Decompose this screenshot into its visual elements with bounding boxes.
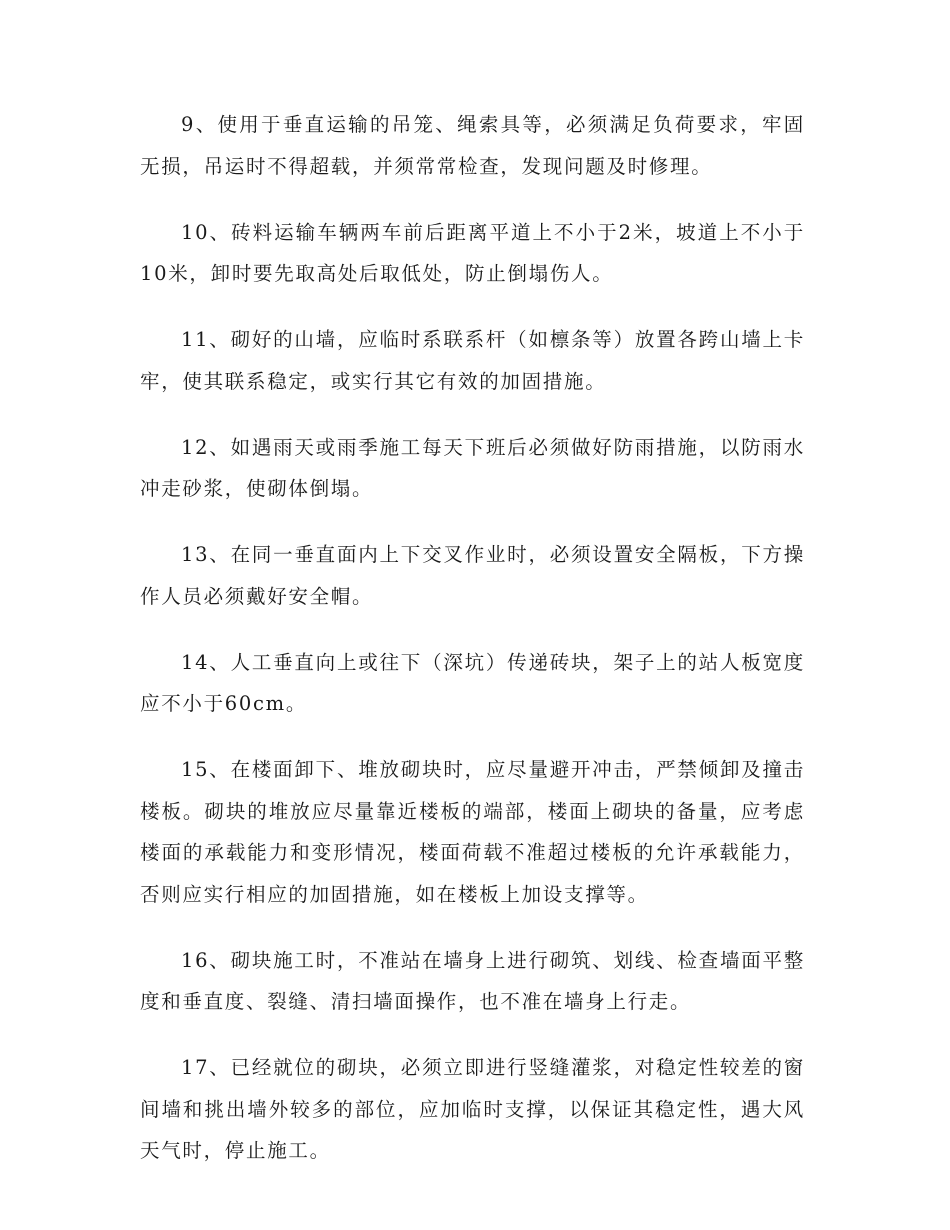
paragraph-item-10: 10、砖料运输车辆两车前后距离平道上不小于2米，坡道上不小于10米，卸时要先取高处后取低处，防止倒塌伤人。 [140, 220, 805, 285]
paragraph-item-15: 15、在楼面卸下、堆放砌块时，应尽量避开冲击，严禁倾卸及撞击楼板。砌块的堆放应尽量靠近楼板的端部，楼面上砌块的备量，应考虑楼面的承载能力和变形情况，楼面荷载不准超过楼板的允许承载能力，否则应实行相应的加固措施，如在楼板上加设支撑等。 [140, 758, 805, 906]
paragraph-item-17: 17、已经就位的砌块，必须立即进行竖缝灌浆，对稳定性较差的窗间墙和挑出墙外较多的部位，应加临时支撑，以保证其稳定性，遇大风天气时，停止施工。 [140, 1056, 805, 1162]
paragraph-item-12: 12、如遇雨天或雨季施工每天下班后必须做好防雨措施，以防雨水冲走砂浆，使砌体倒塌。 [140, 435, 805, 500]
paragraph-item-14: 14、人工垂直向上或往下（深坑）传递砖块，架子上的站人板宽度应不小于60cm。 [140, 650, 805, 715]
paragraph-item-13: 13、在同一垂直面内上下交叉作业时，必须设置安全隔板，下方操作人员必须戴好安全帽。 [140, 543, 805, 608]
document-body [140, 104, 805, 1196]
paragraph-item-16: 16、砌块施工时，不准站在墙身上进行砌筑、划线、检查墙面平整度和垂直度、裂缝、清扫墙面操作，也不准在墙身上行走。 [140, 948, 805, 1013]
paragraph-item-11: 11、砌好的山墙，应临时系联系杆（如檩条等）放置各跨山墙上卡牢，使其联系稳定，或实行其它有效的加固措施。 [140, 328, 805, 393]
paragraph-item-9: 9、使用于垂直运输的吊笼、绳索具等，必须满足负荷要求，牢固无损，吊运时不得超载，并须常常检查，发现问题及时修理。 [140, 113, 805, 178]
